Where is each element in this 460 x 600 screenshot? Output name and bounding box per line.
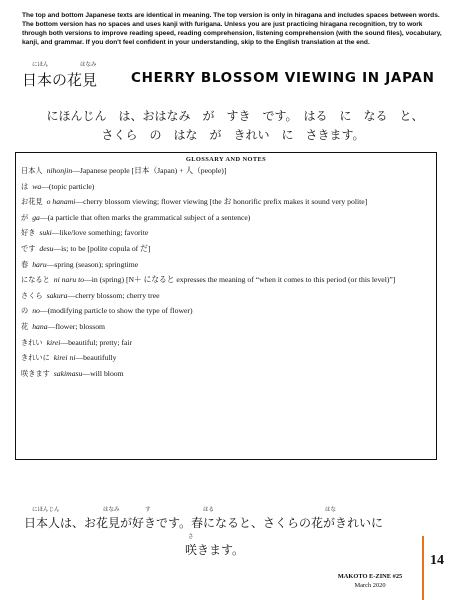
glossary-entry [21,166,431,176]
glossary-romaji: wa [32,181,42,191]
glossary-romaji: o hanami [46,197,76,207]
footer-date: March 2020 [354,582,386,589]
glossary-definition: —cherry blossom viewing; flower viewing [the お honorific prefix makes it sound very polite] [75,197,368,207]
glossary-definition: —Japanese people [日本（Japan) + 人（people)] [72,166,227,175]
glossary-title: GLOSSARY AND NOTES [185,156,267,163]
glossary-definition: —beautiful; pretty; fair [60,337,133,347]
glossary-romaji: kirei ni [53,353,76,363]
glossary-term: になると [21,275,50,285]
glossary-romaji: no [32,306,40,316]
footer-zine: MAKOTO E-ZINE #25 [337,573,403,580]
glossary-romaji: hana [32,321,48,331]
glossary-entry [21,182,431,192]
glossary-entry [21,228,431,238]
page-title [22,59,442,99]
footer [330,572,410,590]
page-number: 14 [430,553,444,568]
glossary-romaji: kirei [46,337,61,347]
glossary-term: お花見 [21,197,43,207]
glossary-entry [21,197,431,207]
glossary-definition: —(topic particle) [41,181,95,191]
hiragana-line-1: にほんじん は、おはなみ が すき です。 はる に なる と、 [46,109,424,123]
glossary-term: 花 [21,321,29,331]
glossary-entry [21,338,431,348]
glossary-term: 咲きます [21,368,50,378]
glossary-entry [21,353,431,363]
title-english: CHERRY BLOSSOM VIEWING IN JAPAN [131,70,435,86]
glossary-romaji: sakimasu [53,368,83,378]
furigana-su: す [145,507,151,513]
glossary-term: 日本人 [21,166,43,175]
glossary-romaji: suki [39,228,52,238]
glossary-definition: —(modifying particle to show the type of flower) [39,306,193,316]
intro-paragraph: The top and bottom Japanese texts are identical in meaning. The top version is only in hiragana and includes spaces between words. The bottom version has no spaces and uses kanji with furigana. Unless you are just practicing hiragana recognition, try to work through both versions to improve reading speed, reading comprehension, listening comprehension (with the sound files), vocabulary, kanji, and grammar. If you don't feel confident in your understanding, skip to the English translation at the end. [22,12,442,46]
glossary-term: は [21,181,29,191]
glossary-term: です [21,243,36,253]
furigana-hanami: はなみ [103,507,120,513]
glossary-entry [21,244,431,254]
glossary-term: が [21,212,29,222]
glossary-entry [21,260,431,270]
glossary-romaji: nihonjin [46,166,73,175]
title-japanese: 日本の花見 [22,71,98,89]
glossary-definition: —beautifully [75,353,117,363]
glossary-term: の [21,306,29,316]
glossary-definition: —is; to be [polite copula of だ] [53,243,151,253]
glossary-term: 春 [21,259,29,269]
glossary-definition: —cherry blossom; cherry tree [67,290,160,300]
glossary-romaji: haru [32,259,47,269]
glossary-romaji: ni naru to [53,275,85,285]
kanji-line-2: 咲きます。 [185,543,245,557]
glossary-definition: —spring (season); springtime [46,259,139,269]
glossary-romaji: ga [32,212,40,222]
glossary-list [21,166,431,379]
glossary-entry [21,369,431,379]
glossary-definition: —will bloom [82,368,124,378]
hiragana-line-2: さくら の はな が きれい に さきます。 [101,128,365,142]
glossary-entry [21,213,431,223]
title-furigana-nihon: にほん [32,62,49,68]
furigana-hana: はな [325,507,337,513]
glossary-term: きれいに [21,353,50,363]
kanji-line-1: 日本人は、お花見が好きです。春になると、さくらの花がきれいに [24,516,384,530]
glossary-entry [21,322,431,332]
glossary-romaji: sakura [46,290,68,300]
glossary-entry [21,275,431,285]
glossary-term: 好き [21,228,36,238]
accent-bar [422,536,424,600]
glossary-term: さくら [21,290,43,300]
glossary-definition: —flower; blossom [47,321,106,331]
furigana-nihonjin: にほんじん [32,507,60,513]
glossary-romaji: desu [39,243,54,253]
glossary-definition: —in (spring) [N＋ になると expresses the meaning of “when it comes to this period (or this level)”] [84,275,396,285]
glossary-definition: —like/love something; favorite [51,228,149,238]
glossary-term: きれい [21,337,43,347]
glossary-entry [21,291,431,301]
glossary-box [15,152,437,460]
furigana-haru: はる [203,507,215,513]
title-furigana-hanami: はなみ [80,62,97,68]
glossary-entry [21,306,431,316]
glossary-definition: —(a particle that often marks the grammatical subject of a sentence) [39,212,251,222]
furigana-sa: さ [188,534,194,540]
